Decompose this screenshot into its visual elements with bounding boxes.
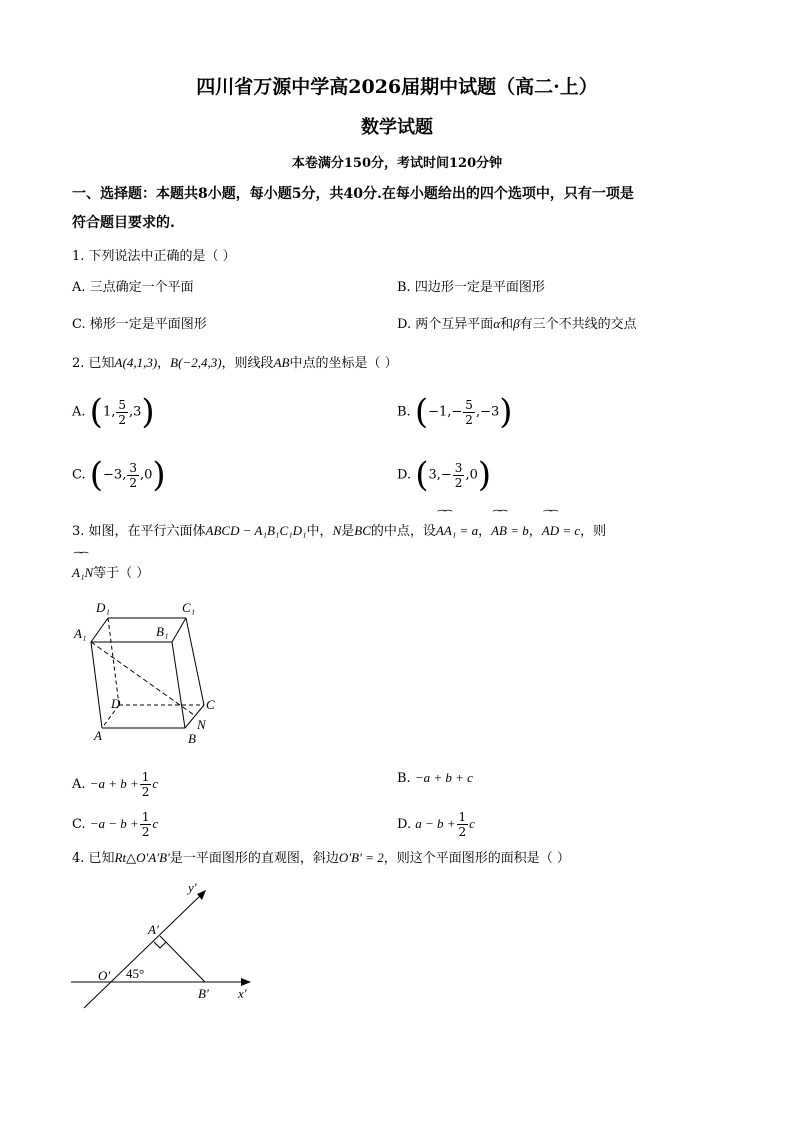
label-b1: B₁ — [156, 624, 169, 639]
vector-c: c — [152, 776, 159, 791]
q3-end: ，则 — [580, 524, 607, 539]
label-d: D — [111, 696, 121, 711]
fraction: $\frac{1}{2}$ — [141, 770, 150, 799]
point-a: A(4,1,3) — [114, 355, 158, 370]
option-label: D. — [397, 817, 412, 832]
q3-mid2: 是 — [341, 524, 355, 539]
coord-post: ,3 — [128, 404, 142, 420]
vector-a1n: ⁀⁀ A₁N — [72, 565, 93, 581]
option-d-prefix: D. 两个互异平面 — [397, 317, 494, 332]
label-a-prime: A′ — [148, 922, 159, 937]
question-2-option-b: B. (−1,− $\frac{5}{2}$ ,−3) — [397, 392, 513, 432]
label-a: A — [94, 728, 102, 743]
option-label: A. — [72, 777, 86, 792]
vector-expression: −a + b + — [89, 776, 139, 791]
option-label: C. — [72, 467, 86, 483]
q3-line2-post: 等于（ ） — [93, 566, 150, 581]
question-3-option-d — [397, 810, 475, 839]
coord-post: ,0 — [465, 467, 478, 483]
option-d-suffix: 有三个不共线的交点 — [519, 317, 637, 332]
page-title: 四川省万源中学高2026届期中试题（高二·上） — [196, 76, 598, 98]
q2-stem-post: ，则线段 — [221, 356, 274, 371]
vector-c: c — [469, 816, 475, 831]
label-d1: D₁ — [96, 600, 110, 615]
vector-expression: −a − b + — [89, 816, 139, 831]
question-2-option-a: A. (1, $\frac{5}{2}$ ,3) — [72, 392, 155, 432]
vector-expression: a − b + — [415, 816, 456, 831]
question-3-option-c — [72, 810, 158, 839]
solid-name: ABCD − A₁B₁C₁D₁ — [205, 523, 307, 538]
option-label: D. — [397, 467, 412, 483]
question-3-stem-cont — [72, 562, 149, 581]
vector-aa1: ⁀⁀ AA₁ = a — [436, 523, 478, 539]
fraction: $\frac{5}{2}$ — [465, 397, 473, 427]
question-2-stem — [72, 352, 398, 371]
vector-c: c — [152, 816, 159, 831]
question-1-option-a: A. 三点确定一个平面 — [72, 280, 194, 295]
q2-sep: ， — [157, 356, 171, 371]
question-1-option-d — [397, 313, 637, 332]
fraction: $\frac{5}{2}$ — [118, 397, 126, 427]
question-4-stem — [72, 847, 570, 866]
option-d-mid: 和 — [500, 317, 514, 332]
coord-post: ,0 — [139, 467, 153, 483]
segment-ab: AB — [273, 355, 290, 370]
question-1-stem: 1. 下列说法中正确的是（ ） — [72, 249, 236, 264]
option-label: B. — [397, 771, 411, 786]
question-3-option-a — [72, 770, 158, 799]
parallelepiped-figure — [66, 598, 226, 748]
label-c1: C₁ — [182, 600, 196, 615]
fraction: $\frac{1}{2}$ — [458, 810, 467, 839]
beta-symbol: β — [513, 316, 520, 331]
q4-stem-pre: 4. 已知 — [72, 851, 115, 866]
option-label: B. — [397, 404, 411, 420]
fraction: $\frac{3}{2}$ — [129, 460, 137, 490]
question-3-option-b — [397, 770, 473, 786]
question-1-option-c: C. 梯形一定是平面图形 — [72, 317, 207, 332]
coord-pre: 3,− — [428, 467, 452, 483]
q4-mid: 是一平面图形的直观图，斜边 — [169, 851, 339, 866]
q3-mid3: 的中点，设 — [370, 524, 436, 539]
q4-end: ，则这个平面图形的面积是（ ） — [383, 851, 570, 866]
label-a1: A₁ — [74, 626, 87, 641]
label-b: B — [188, 731, 196, 746]
point-b: B(−2,4,3) — [170, 355, 222, 370]
label-n: N — [197, 717, 206, 732]
label-c: C — [206, 697, 215, 712]
page-subtitle: 数学试题 — [361, 117, 433, 138]
option-label: C. — [72, 817, 86, 832]
section-heading: 一、选择题：本题共8小题，每小题5分，共40分.在每小题给出的四个选项中，只有一项是 — [72, 186, 634, 202]
q3-mid1: 中， — [306, 524, 333, 539]
question-2-option-d: D. (3,− $\frac{3}{2}$ ,0) — [397, 455, 492, 495]
vector-ad: ⁀⁀ AD = c — [542, 523, 580, 539]
coord-pre: −3, — [103, 467, 127, 483]
oblique-triangle-figure — [66, 878, 266, 1013]
section-heading-cont: 符合题目要求的. — [72, 215, 175, 231]
alpha-symbol: α — [493, 316, 501, 331]
question-3-stem: 3. 如图，在平行六面体ABCD − A₁B₁C₁D₁中，N是BC的中点，设⁀⁀ AA₁ = a，⁀⁀ AB = b，⁀⁀ AD = c，则 — [72, 520, 606, 539]
triangle-name: Rt△O′A′B′ — [114, 850, 170, 865]
label-y-prime: y′ — [188, 880, 197, 895]
q3-stem-pre: 3. 如图，在平行六面体 — [72, 524, 206, 539]
fraction: $\frac{1}{2}$ — [141, 810, 150, 839]
coord-post: ,−3 — [475, 404, 500, 420]
point-n: N — [332, 523, 342, 538]
label-x-prime: x′ — [238, 986, 247, 1001]
segment-bc: BC — [354, 523, 371, 538]
question-1-option-b: B. 四边形一定是平面图形 — [397, 280, 545, 295]
label-o-prime: O′ — [98, 968, 111, 983]
hypotenuse-length: O′B′ = 2 — [338, 850, 384, 865]
coord-pre: 1, — [102, 404, 116, 420]
q2-stem-end: 中点的坐标是（ ） — [289, 356, 398, 371]
q2-stem-pre: 2. 已知 — [72, 356, 115, 371]
option-label: A. — [72, 404, 86, 420]
coord-pre: −1,− — [428, 404, 463, 420]
vector-ab: ⁀⁀ AB = b — [491, 523, 529, 539]
exam-note: 本卷满分150分，考试时间120分钟 — [291, 156, 503, 171]
question-2-option-c: C. (−3, $\frac{3}{2}$ ,0) — [72, 455, 166, 495]
fraction: $\frac{3}{2}$ — [454, 460, 463, 490]
label-b-prime: B′ — [198, 986, 209, 1001]
angle-label: 45° — [126, 966, 145, 981]
vector-expression: −a + b + c — [414, 770, 473, 785]
